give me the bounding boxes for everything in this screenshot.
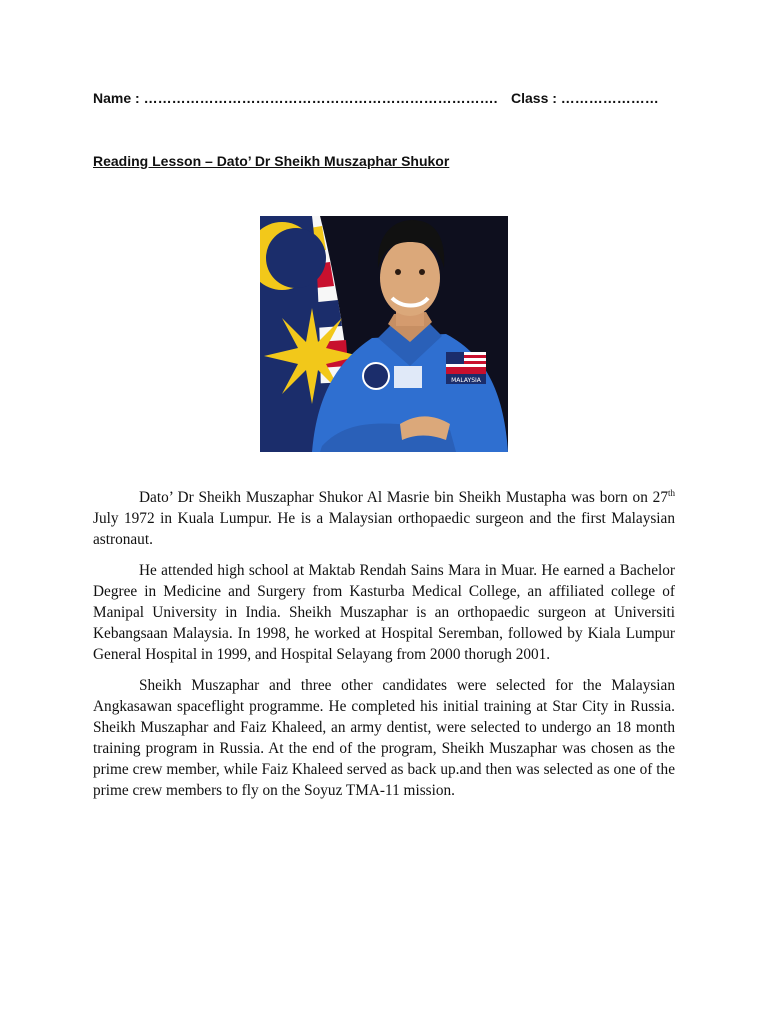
article-body xyxy=(93,487,675,811)
paragraph-1 xyxy=(93,487,675,550)
class-field: Class : ………………… xyxy=(511,90,659,106)
suit-patch-text: MALAYSIA xyxy=(451,377,481,384)
name-field: Name : …………………………………………………………………. xyxy=(93,90,498,106)
paragraph-1-text: Dato’ Dr Sheikh Muszaphar Shukor Al Masrie bin Sheikh Mustapha was born on 27 xyxy=(139,489,668,506)
lesson-title: Reading Lesson – Dato’ Dr Sheikh Muszaphar Shukor xyxy=(93,153,450,169)
astronaut-photo xyxy=(260,216,508,452)
paragraph-3: Sheikh Muszaphar and three other candidates were selected for the Malaysian Angkasawan spaceflight programme. He completed his initial training at Star City in Russia. Sheikh Muszaphar and Faiz Khaleed, an army dentist, were selected to undergo an 18 month training program in Russia. At the end of the program, Sheikh Muszaphar was chosen as the prime crew member, while Faiz Khaleed served as back up.and then was selected as one of the prime crew members to fly on the Soyuz TMA-11 mission. xyxy=(93,677,675,799)
ordinal-suffix: th xyxy=(667,487,675,498)
astronaut-illustration xyxy=(260,216,508,452)
paragraph-2: He attended high school at Maktab Rendah Sains Mara in Muar. He earned a Bachelor Degree in Medicine and Surgery from Kasturba Medical College, an affiliated college of Manipal University in India. Sheikh Muszaphar is an orthopaedic surgeon at Universiti Kebangsaan Malaysia. In 1998, he worked at Hospital Seremban, followed by Kiala Lumpur General Hospital in 1999, and Hospital Selayang from 2000 thorugh 2001. xyxy=(93,562,675,663)
paragraph-1-text-cont: July 1972 in Kuala Lumpur. He is a Malaysian orthopaedic surgeon and the first Malaysian astronaut. xyxy=(93,510,675,548)
